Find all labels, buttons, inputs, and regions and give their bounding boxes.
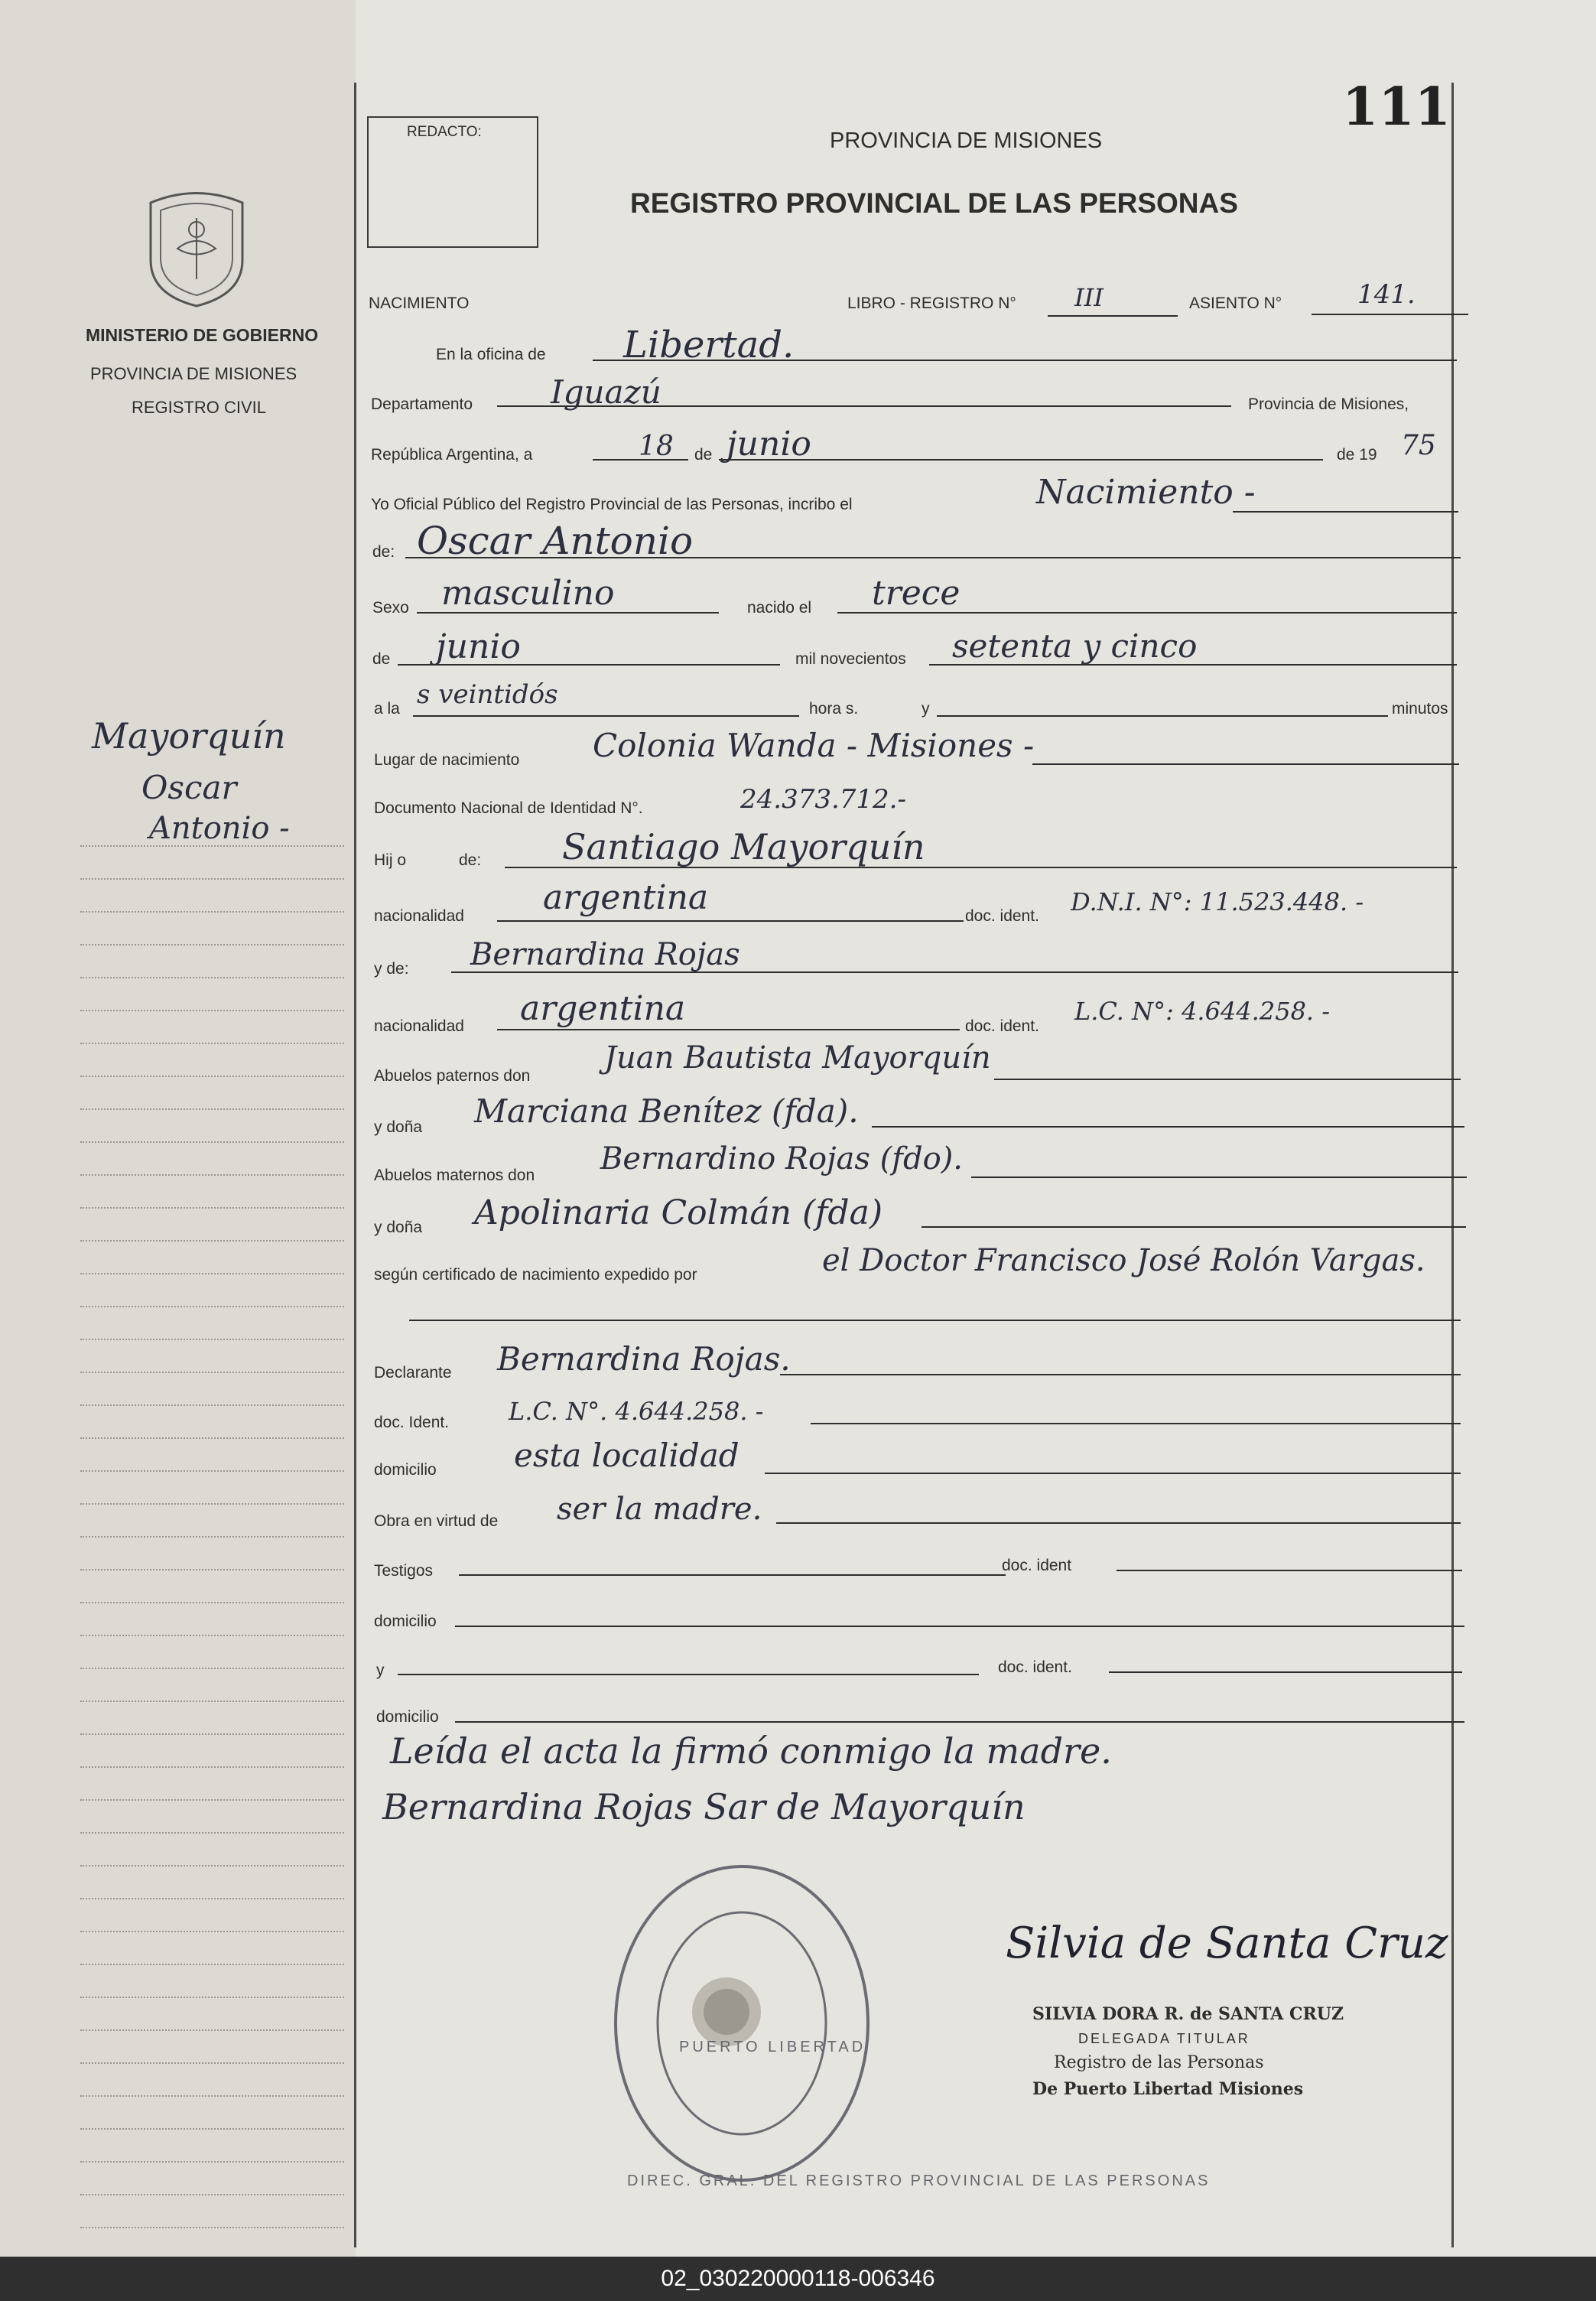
margin-dotted-line	[80, 1306, 344, 1307]
dia-line	[593, 459, 688, 461]
padre-value: Santiago Mayorquín	[562, 826, 925, 867]
margin-dotted-line	[80, 2161, 344, 2163]
margin-dotted-line	[80, 2095, 344, 2097]
header-title: REGISTRO PROVINCIAL DE LAS PERSONAS	[630, 187, 1238, 219]
margin-dotted-line	[80, 878, 344, 880]
seal-ring-text: DIREC. GRAL. DEL REGISTRO PROVINCIAL DE LAS PERSONAS	[627, 2172, 1211, 2189]
domicilio2-line	[455, 1626, 1464, 1627]
obra-label: Obra en virtud de	[374, 1512, 499, 1530]
libro-label: LIBRO - REGISTRO N°	[847, 295, 1016, 312]
nac2-label: nacionalidad	[374, 1017, 464, 1035]
minutos-line	[937, 715, 1388, 717]
margin-dotted-line	[80, 1076, 344, 1077]
mes-nac-line	[398, 664, 780, 666]
margin-dotted-line	[80, 1108, 344, 1110]
docident3-value: L.C. N°. 4.644.258. -	[509, 1397, 764, 1426]
testigos-label: Testigos	[374, 1562, 434, 1580]
margin-dotted-line	[80, 1536, 344, 1538]
oficial-line	[1233, 511, 1458, 513]
margin-dotted-line	[80, 2062, 344, 2064]
abuelo-mat-line	[971, 1177, 1467, 1178]
de2-label: de:	[372, 543, 395, 561]
mes-line	[719, 459, 1323, 461]
official-signature: Silvia de Santa Cruz	[1006, 1919, 1448, 1968]
hora-line1	[413, 715, 799, 717]
y2-line	[398, 1674, 979, 1675]
ydona2-label: y doña	[374, 1219, 423, 1236]
sexo-label: Sexo	[372, 599, 409, 617]
nombre-line	[405, 557, 1461, 558]
lugar-value: Colonia Wanda - Misiones -	[593, 727, 1035, 764]
oficina-line	[593, 360, 1457, 361]
margin-dotted-line	[80, 1470, 344, 1472]
margin-dotted-line	[80, 1766, 344, 1768]
domicilio1-label: domicilio	[374, 1461, 437, 1479]
republica-label: República Argentina, a	[371, 446, 533, 464]
docident5-line	[1109, 1671, 1462, 1673]
oficial-label: Yo Oficial Público del Registro Provincial de las Personas, incribo el	[371, 496, 853, 513]
margin-dotted-line	[80, 1273, 344, 1274]
nac1-label: nacionalidad	[374, 907, 464, 925]
stamp-line1: SILVIA DORA R. de SANTA CRUZ	[1032, 2004, 1344, 2024]
margin-dotted-line	[80, 1437, 344, 1439]
docident1-value: D.N.I. N°: 11.523.448. -	[1071, 887, 1364, 916]
nac1-line	[497, 920, 964, 922]
oficial-value: Nacimiento -	[1036, 473, 1256, 512]
margin-dotted-line	[80, 1635, 344, 1636]
margin-dotted-line	[80, 944, 344, 945]
margin-dotted-line	[80, 2128, 344, 2130]
sexo-value: masculino	[441, 574, 615, 613]
mes-value: junio	[726, 425, 811, 464]
margin-dotted-line	[80, 1240, 344, 1242]
yde-label: y de:	[374, 960, 409, 978]
asiento-line	[1312, 314, 1468, 315]
margin-dotted-line	[80, 1503, 344, 1505]
ministry-province: PROVINCIA DE MISIONES	[90, 364, 297, 383]
abuelos-mat-label: Abuelos maternos don	[374, 1167, 535, 1184]
margin-dotted-line	[80, 1931, 344, 1932]
margin-dotted-line	[80, 1043, 344, 1044]
image-id-footer: 02_030220000118-006346	[0, 2257, 1596, 2301]
domicilio3-line	[455, 1721, 1464, 1723]
nac1-value: argentina	[543, 878, 709, 917]
declarante-label: Declarante	[374, 1364, 452, 1382]
docident1-label: doc. ident.	[965, 907, 1039, 925]
lugar-line	[1032, 763, 1459, 765]
declarante-value: Bernardina Rojas.	[497, 1340, 791, 1378]
margin-dotted-line	[80, 911, 344, 913]
provincia-label: Provincia de Misiones,	[1248, 395, 1409, 413]
margin-dotted-line	[80, 1372, 344, 1373]
madre-line	[451, 971, 1458, 973]
margin-note-line2: Oscar	[141, 769, 237, 806]
domicilio3-label: domicilio	[376, 1708, 439, 1726]
margin-dotted-line	[80, 1602, 344, 1603]
abuela-pat-line	[872, 1126, 1464, 1128]
abuela-pat-value: Marciana Benítez (fda).	[474, 1092, 859, 1130]
docident2-label: doc. ident.	[965, 1017, 1039, 1035]
docident4-label: doc. ident	[1002, 1557, 1072, 1574]
segun-value: el Doctor Francisco José Rolón Vargas.	[822, 1243, 1425, 1278]
closing-line2: Bernardina Rojas Sar de Mayorquín	[382, 1786, 1026, 1827]
hora-value: s veintidós	[417, 679, 558, 710]
domicilio1-line	[765, 1473, 1461, 1474]
segun-label: según certificado de nacimiento expedido por	[374, 1266, 697, 1284]
margin-dotted-line	[80, 1010, 344, 1011]
margin-dotted-line	[80, 1701, 344, 1702]
redacto-label: REDACTO:	[407, 124, 482, 140]
docident4-line	[1117, 1570, 1462, 1571]
anio-value: 75	[1401, 430, 1436, 461]
de3-label: de	[372, 650, 391, 668]
margin-dotted-line	[80, 1668, 344, 1669]
obra-value: ser la madre.	[557, 1492, 762, 1527]
header-province: PROVINCIA DE MISIONES	[830, 129, 1103, 153]
anio-label: de 19	[1337, 446, 1377, 464]
domicilio2-label: domicilio	[374, 1613, 437, 1630]
stamp-line3: Registro de las Personas	[1054, 2053, 1264, 2072]
ministry-registry: REGISTRO CIVIL	[132, 398, 267, 417]
stamp-line4: De Puerto Libertad Misiones	[1032, 2079, 1304, 2099]
minutos-label: minutos	[1392, 700, 1448, 718]
abuela-mat-line	[922, 1226, 1466, 1228]
margin-dotted-line	[80, 2227, 344, 2228]
closing-line1: Leída el acta la firmó conmigo la madre.	[390, 1730, 1112, 1772]
margin-dotted-line	[80, 1207, 344, 1209]
ydona1-label: y doña	[374, 1118, 423, 1136]
nacimiento-label: NACIMIENTO	[369, 295, 470, 312]
docident3-label: doc. Ident.	[374, 1414, 450, 1431]
y2-label: y	[376, 1661, 385, 1679]
abuelos-pat-label: Abuelos paternos don	[374, 1067, 531, 1085]
declarante-line	[780, 1374, 1461, 1375]
nacido-line	[837, 612, 1457, 613]
seal-inner-text: PUERTO LIBERTAD	[679, 2039, 866, 2055]
ministry-title: MINISTERIO DE GOBIERNO	[86, 325, 319, 345]
registry-seal-icon	[612, 1863, 872, 2184]
page-number: 111	[1342, 76, 1451, 138]
stamp-line2: DELEGADA TITULAR	[1078, 2031, 1250, 2046]
sexo-line	[417, 612, 719, 613]
anio-nac-line	[929, 664, 1457, 666]
anio-nac-value: setenta y cinco	[952, 627, 1198, 665]
dni-label: Documento Nacional de Identidad N°.	[374, 799, 643, 817]
testigos-line	[459, 1574, 1006, 1576]
asiento-value: 141.	[1357, 279, 1416, 310]
margin-dotted-line	[80, 1964, 344, 1965]
margin-dotted-line	[80, 1569, 344, 1570]
libro-value: III	[1074, 283, 1104, 312]
departamento-label: Departamento	[371, 395, 473, 413]
margin-dotted-line	[80, 1832, 344, 1834]
margin-dotted-line	[80, 1898, 344, 1899]
redacto-box	[367, 116, 538, 248]
obra-line	[776, 1522, 1461, 1524]
oficina-value: Libertad.	[623, 324, 795, 366]
abuela-mat-value: Apolinaria Colmán (fda)	[474, 1193, 883, 1232]
lugar-label: Lugar de nacimiento	[374, 751, 520, 769]
margin-dotted-line	[80, 1733, 344, 1735]
docident3-line	[811, 1423, 1461, 1424]
asiento-label: ASIENTO N°	[1189, 295, 1282, 312]
margin-dotted-line	[80, 1865, 344, 1867]
nac2-value: argentina	[520, 989, 686, 1028]
nombre-value: Oscar Antonio	[417, 519, 694, 563]
margin-note-line1: Mayorquín	[92, 715, 286, 757]
margin-dotted-line	[80, 1997, 344, 1998]
docident2-value: L.C. N°: 4.644.258. -	[1074, 997, 1331, 1026]
dni-value: 24.373.712.-	[740, 784, 906, 815]
madre-value: Bernardina Rojas	[470, 937, 740, 972]
mil-label: mil novecientos	[795, 650, 906, 668]
margin-note-line3: Antonio -	[149, 811, 290, 846]
left-border-rule	[354, 83, 356, 2247]
docident5-label: doc. ident.	[998, 1658, 1072, 1676]
mes-nac-value: junio	[436, 627, 521, 666]
nac2-line	[497, 1029, 960, 1030]
hora-label: hora s.	[809, 700, 859, 718]
segun-extra-line	[409, 1320, 1461, 1321]
margin-dotted-line	[80, 1404, 344, 1406]
dia-value: 18	[639, 431, 674, 462]
abuelo-pat-value: Juan Bautista Mayorquín	[604, 1040, 991, 1076]
de4-label: de:	[459, 851, 482, 869]
margin-dotted-line	[80, 1339, 344, 1340]
de-label: de	[694, 446, 713, 464]
departamento-value: Iguazú	[551, 373, 661, 411]
right-border-rule	[1451, 83, 1454, 2247]
abuelo-pat-line	[994, 1079, 1461, 1080]
abuelo-mat-value: Bernardino Rojas (fdo).	[600, 1141, 963, 1177]
nacido-value: trece	[872, 574, 961, 613]
margin-dotted-line	[80, 977, 344, 978]
departamento-line	[497, 405, 1231, 407]
ala-label: a la	[374, 700, 400, 718]
oficina-label: En la oficina de	[436, 346, 546, 363]
ministry-seal-icon	[139, 187, 254, 310]
libro-line	[1048, 315, 1178, 317]
margin-dotted-line	[80, 2194, 344, 2195]
nacido-label: nacido el	[747, 599, 812, 617]
y-label: y	[922, 700, 930, 718]
margin-dotted-line	[80, 1174, 344, 1176]
margin-dotted-line	[80, 1799, 344, 1801]
hijo-label: Hij o	[374, 851, 407, 869]
margin-dotted-line	[80, 1141, 344, 1143]
margin-dotted-line	[80, 2029, 344, 2031]
padre-line	[505, 867, 1457, 868]
domicilio1-value: esta localidad	[514, 1437, 739, 1474]
